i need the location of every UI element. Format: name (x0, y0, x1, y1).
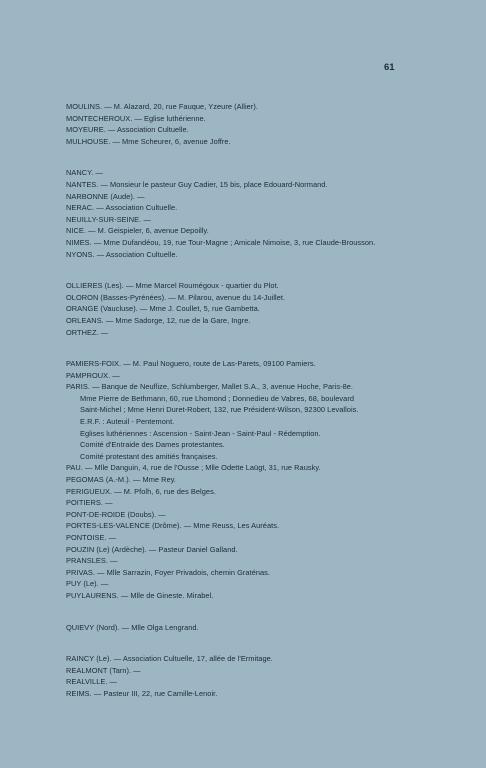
entry-line: Mme Pierre de Bethmann, 60, rue Lhomond ; Donnedieu de Vabres, 68, boulevard (80, 393, 354, 403)
entry-line: NEUILLY-SUR-SEINE. — (66, 214, 151, 224)
group-p (66, 358, 466, 601)
entry-line: E.R.F. : Auteuil - Pentemont. (80, 417, 175, 427)
group-r (66, 653, 466, 699)
directory-listing (66, 101, 466, 720)
entry-line: PEGOMAS (A.-M.). — Mme Rey. (66, 475, 177, 485)
entry-line: ORTHEZ. — (66, 327, 109, 337)
entry-line: NIMES. — Mme Dufandéou, 19, rue Tour-Magne ; Amicale Nimoise, 3, rue Claude-Brousson. (66, 237, 376, 247)
entry-line: REALMONT (Tarn). — (66, 665, 141, 675)
entry-line: MOYEURE. — Association Cultuelle. (66, 125, 189, 135)
entry-line: PONT-DE-ROIDE (Doubs). — (66, 509, 166, 519)
entry-line: PRANSLES. — (66, 556, 118, 566)
entry-line: ORANGE (Vaucluse). — Mme J. Coullet, 5, rue Gambetta. (66, 304, 260, 314)
entry-line: PAMPROUX. — (66, 370, 120, 380)
entry-line: PONTOISE. — (66, 533, 117, 542)
entry-line: MOULINS. — M. Alazard, 20, rue Fauque, Yzeure (Allier). (66, 102, 258, 111)
entry-line: Comité protestant des amitiés françaises. (80, 451, 218, 461)
group-o (66, 280, 466, 338)
entry-line: Saint-Michel ; Mme Henri Duret-Robert, 132, rue Président-Wilson, 92300 Levallois. (80, 405, 359, 415)
entry-line: PORTES-LES-VALENCE (Drôme). — Mme Reuss, Les Auréats. (66, 521, 280, 531)
entry-line: OLLIERES (Les). — Mme Marcel Roumégoux - quartier du Plot. (66, 281, 279, 291)
entry-line: NANCY. — (66, 168, 103, 178)
entry-line: PAMIERS-FOIX. — M. Paul Noguero, route de Las-Parets, 09100 Pamiers. (66, 359, 316, 369)
page-number: 61 (384, 62, 395, 73)
entry-line: MULHOUSE. — Mme Scheurer, 6, avenue Joffre. (66, 136, 231, 146)
entry-line: NANTES. — Monsieur le pasteur Guy Cadier, 15 bis, place Edouard-Normand. (66, 179, 328, 189)
entry-line: Comité d'Entraide des Dames protestantes. (80, 440, 225, 450)
entry-line: PRIVAS. — Mlle Sarrazin, Foyer Privadois, chemin Graténas. (66, 567, 271, 577)
entry-line: ORLEANS. — Mme Sadorge, 12, rue de la Gare, Ingre. (66, 315, 251, 325)
entry-line: NICE. — M. Geispieler, 6, avenue Depoilly. (66, 226, 209, 236)
group-m (66, 101, 466, 147)
entry-line: NYONS. — Association Cultuelle. (66, 249, 178, 259)
entry-line: NERAC. — Association Cultuelle. (66, 203, 178, 213)
entry-line: POUZIN (Le) (Ardèche). — Pasteur Daniel Galland. (66, 544, 238, 554)
entry-line: REALVILLE. — (66, 677, 117, 687)
entry-line: OLORON (Basses-Pyrénées). — M. Pilarou, avenue du 14-Juillet. (66, 292, 286, 302)
entry-line: PAU. — Mlle Danguin, 4, rue de l'Ousse ; Mlle Odette Laügt, 31, rue Rausky. (66, 463, 321, 473)
entry-line: MONTECHEROUX. — Eglise luthérienne. (66, 113, 206, 123)
entry-line: QUIEVY (Nord). — Mlle Olga Lengrand. (66, 622, 199, 632)
entry-line: PARIS. — Banque de Neuflize, Schlumberger, Mallet S.A., 3, avenue Hoche, Paris-8e. (66, 382, 354, 392)
entry-line: NARBONNE (Aude). — (66, 191, 145, 201)
entry-line: PERIGUEUX. — M. Pfolh, 6, rue des Belges. (66, 486, 216, 496)
entry-line: POITIERS. — (66, 498, 113, 508)
entry-line: PUYLAURENS. — Mlle de Gineste. Mirabel. (66, 590, 214, 600)
group-n (66, 167, 466, 260)
group-q (66, 622, 466, 634)
entry-line: RAINCY (Le). — Association Cultuelle, 17, allée de l'Ermitage. (66, 654, 273, 664)
entry-line: Eglises luthériennes : Ascension - Saint-Jean - Saint-Paul - Rédemption. (80, 428, 321, 438)
entry-line: REIMS. — Pasteur III, 22, rue Camille-Lenoir. (66, 688, 218, 698)
entry-line: PUY (Le). — (66, 579, 109, 589)
